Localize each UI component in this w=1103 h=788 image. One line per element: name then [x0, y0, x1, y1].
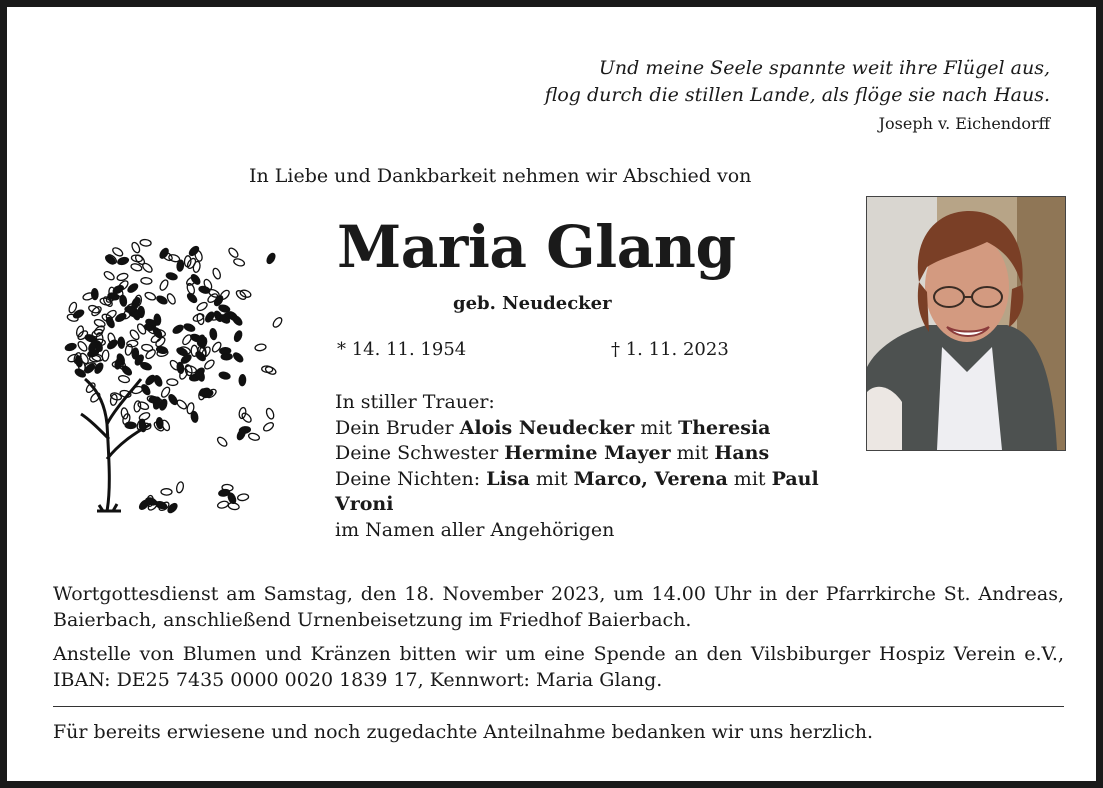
- mourner-name: Theresia: [678, 416, 771, 439]
- intro-text: In Liebe und Dankbarkeit nehmen wir Abschied von: [249, 165, 752, 187]
- mourner-name: Vroni: [335, 493, 394, 516]
- mourner-name: Hermine Mayer: [504, 442, 671, 465]
- death-date: † 1. 11. 2023: [611, 339, 729, 360]
- birth-date: * 14. 11. 1954: [337, 339, 467, 360]
- portrait-photo: [866, 196, 1066, 451]
- mourner-line: [335, 441, 875, 467]
- mourner-text: mit: [634, 416, 679, 439]
- divider: [53, 706, 1064, 707]
- thanks-text: Für bereits erwiesene und noch zugedachte Anteilnahme bedanken wir uns herzlich.: [53, 721, 874, 743]
- mourner-name: Marco, Verena: [573, 467, 728, 490]
- mourner-text: mit: [529, 467, 574, 490]
- quote-line-2: flog durch die stillen Lande, als flöge sie nach Haus.: [544, 84, 1050, 106]
- mourner-text: Deine Schwester: [335, 442, 505, 465]
- birth-name: geb. Neudecker: [453, 293, 612, 314]
- quote-text: [545, 55, 1050, 109]
- quote-line-1: Und meine Seele spannte weit ihre Flügel aus,: [598, 57, 1050, 79]
- mourner-text: mit: [727, 467, 772, 490]
- tree-icon: [59, 219, 289, 519]
- mourner-name: Lisa: [486, 467, 530, 490]
- mourner-name: Paul: [771, 467, 819, 490]
- mourner-name: Alois Neudecker: [459, 416, 635, 439]
- mourner-line: [335, 416, 875, 442]
- mourner-text: mit: [670, 442, 715, 465]
- mourner-text: Dein Bruder: [335, 416, 460, 439]
- service-info: Wortgottesdienst am Samstag, den 18. November 2023, um 14.00 Uhr in der Pfarrkirche St. Andreas, Baierbach, anschließend Urnenbeisetzung im Friedhof Baierbach.: [53, 583, 1064, 631]
- deceased-name: Maria Glang: [337, 213, 736, 281]
- mourner-text: Deine Nichten:: [335, 467, 487, 490]
- quote-author: Joseph v. Eichendorff: [878, 114, 1050, 133]
- donation-info: Anstelle von Blumen und Kränzen bitten wir um eine Spende an den Vilsbiburger Hospiz Verein e.V., IBAN: DE25 7435 0000 0020 1839 17, Kennwort: Maria Glang.: [53, 643, 1064, 691]
- mourners-list: [335, 390, 875, 544]
- mourners-closing: im Namen aller Angehörigen: [335, 518, 615, 541]
- mourners-heading: In stiller Trauer:: [335, 391, 495, 413]
- mourner-name: Hans: [714, 442, 770, 465]
- mourner-line: [335, 467, 875, 493]
- mourner-line: [335, 492, 875, 518]
